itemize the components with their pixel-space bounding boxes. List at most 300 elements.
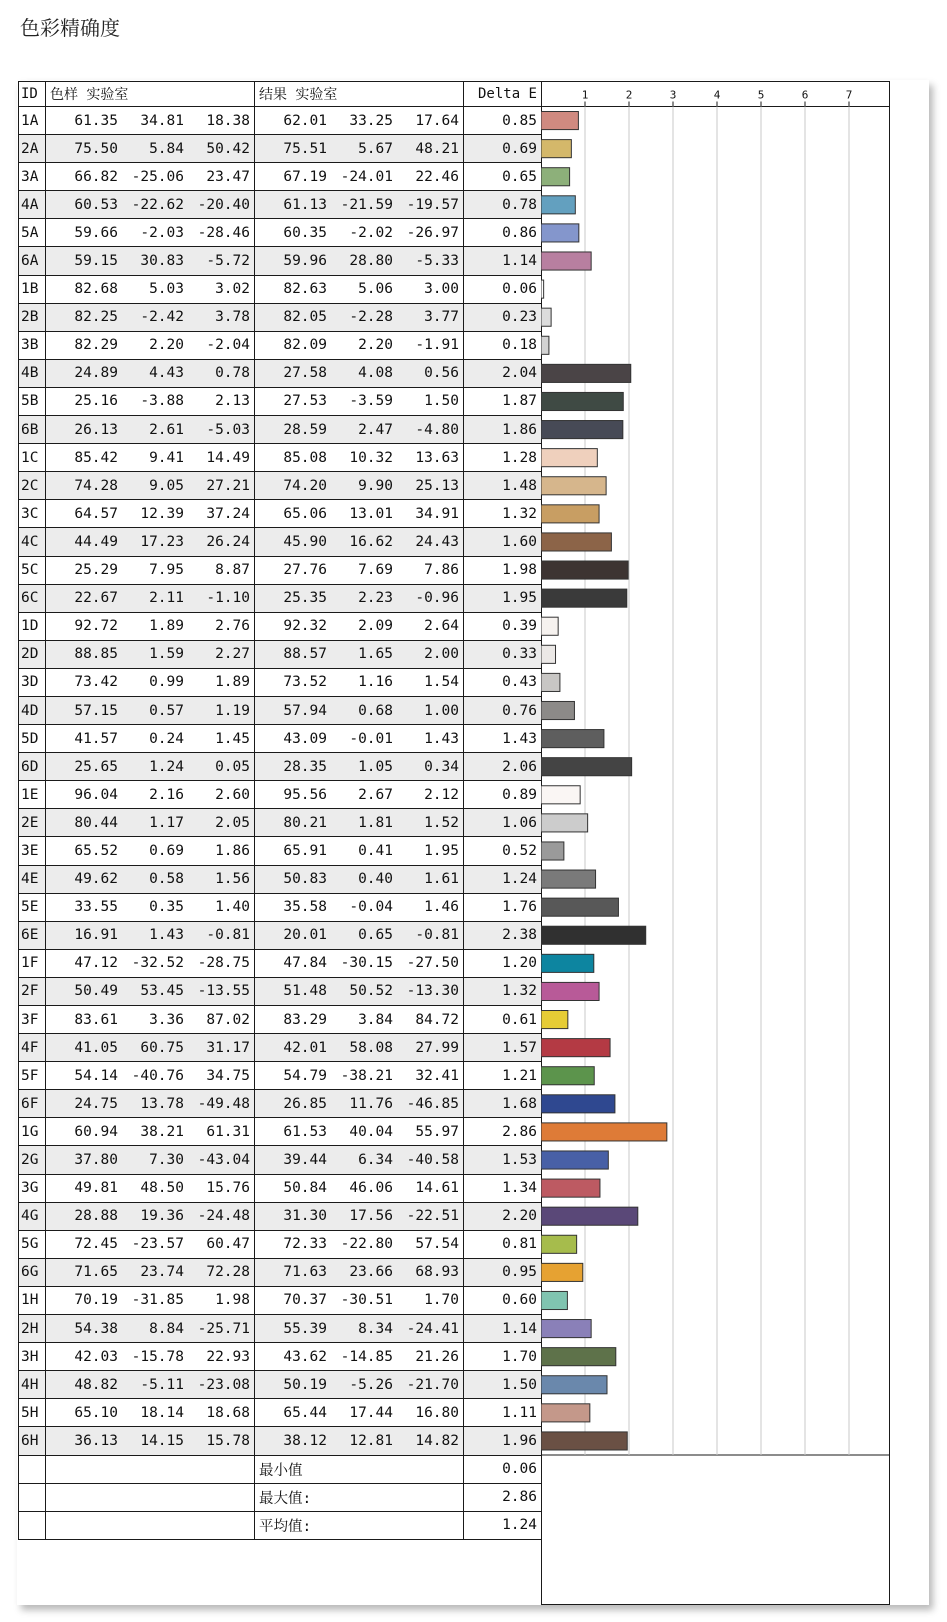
result-lab-values	[255, 1371, 464, 1399]
result-lab-value: 27.53	[283, 393, 327, 410]
row-id: 1A	[19, 107, 46, 135]
table-row	[19, 893, 542, 921]
sample-lab-value: 0.24	[149, 730, 184, 747]
sample-lab-value: 87.02	[206, 1011, 250, 1028]
table-row	[19, 977, 542, 1005]
bar-6g	[541, 1263, 583, 1281]
table-row	[19, 247, 542, 275]
delta-e-value: 2.04	[464, 359, 542, 387]
result-lab-value: -4.80	[415, 421, 459, 438]
bar-2h	[541, 1320, 591, 1338]
sample-lab-value: 42.03	[74, 1348, 118, 1365]
table-row	[19, 725, 542, 753]
row-id: 4B	[19, 359, 46, 387]
result-lab-values	[255, 696, 464, 724]
sample-lab-value: 19.36	[140, 1208, 184, 1225]
result-lab-value: 1.16	[358, 674, 393, 691]
bar-2a	[541, 140, 571, 158]
bar-1a	[541, 112, 578, 130]
summary-empty-cell	[19, 1483, 46, 1511]
table-row	[19, 1118, 542, 1146]
delta-e-value: 0.61	[464, 1006, 542, 1034]
table-row	[19, 416, 542, 444]
sample-lab-value: -13.55	[197, 983, 250, 1000]
sample-lab-values	[46, 640, 255, 668]
result-lab-values	[255, 1315, 464, 1343]
result-lab-value: 75.51	[283, 140, 327, 157]
result-lab-value: -3.59	[349, 393, 393, 410]
bar-4a	[541, 196, 575, 214]
summary-label: 最大值:	[255, 1483, 464, 1511]
row-id: 4E	[19, 865, 46, 893]
sample-lab-value: 1.19	[215, 702, 250, 719]
result-lab-value: 24.43	[415, 533, 459, 550]
result-lab-value: 82.63	[283, 281, 327, 298]
result-lab-value: 2.23	[358, 590, 393, 607]
sample-lab-values	[46, 1343, 255, 1371]
sample-lab-value: 22.67	[74, 590, 118, 607]
row-id: 6A	[19, 247, 46, 275]
bar-6f	[541, 1095, 615, 1113]
result-lab-value: 50.19	[283, 1376, 327, 1393]
delta-e-value: 0.06	[464, 275, 542, 303]
sample-lab-value: 72.45	[74, 1236, 118, 1253]
sample-lab-values	[46, 753, 255, 781]
bar-5g	[541, 1235, 577, 1253]
result-lab-value: -0.81	[415, 927, 459, 944]
summary-value: 2.86	[464, 1483, 542, 1511]
table-row	[19, 949, 542, 977]
sample-lab-value: 73.42	[74, 674, 118, 691]
result-lab-value: 70.37	[283, 1292, 327, 1309]
sample-lab-value: 0.05	[215, 758, 250, 775]
row-id: 6E	[19, 921, 46, 949]
sample-lab-values	[46, 1090, 255, 1118]
result-lab-value: 22.46	[415, 168, 459, 185]
sample-lab-value: 1.17	[149, 814, 184, 831]
row-id: 2A	[19, 135, 46, 163]
table-row	[19, 696, 542, 724]
delta-e-value: 0.69	[464, 135, 542, 163]
result-lab-value: 45.90	[283, 533, 327, 550]
result-lab-value: 40.04	[349, 1123, 393, 1140]
result-lab-values	[255, 247, 464, 275]
sample-lab-value: 61.31	[206, 1123, 250, 1140]
delta-e-value: 1.21	[464, 1062, 542, 1090]
delta-e-value: 1.95	[464, 584, 542, 612]
table-row	[19, 107, 542, 135]
sample-lab-value: 15.76	[206, 1180, 250, 1197]
result-lab-values	[255, 753, 464, 781]
bar-3e	[541, 842, 564, 860]
sample-lab-value: 44.49	[74, 533, 118, 550]
bar-2b	[541, 308, 551, 326]
result-lab-values	[255, 1258, 464, 1286]
sample-lab-value: 65.10	[74, 1404, 118, 1421]
tick-label: 3	[669, 88, 677, 102]
result-lab-value: -13.30	[406, 983, 459, 1000]
result-lab-value: 7.69	[358, 562, 393, 579]
sample-lab-values	[46, 1062, 255, 1090]
sample-lab-value: 30.83	[140, 253, 184, 270]
sample-lab-values	[46, 472, 255, 500]
sample-lab-value: 24.89	[74, 365, 118, 382]
sample-lab-value: 2.60	[215, 786, 250, 803]
sample-lab-values	[46, 809, 255, 837]
result-lab-values	[255, 612, 464, 640]
result-lab-value: 14.82	[415, 1432, 459, 1449]
sample-lab-values	[46, 1258, 255, 1286]
delta-e-value: 1.98	[464, 556, 542, 584]
delta-e-value: 1.68	[464, 1090, 542, 1118]
sample-lab-value: -24.48	[197, 1208, 250, 1225]
result-lab-value: 2.00	[424, 646, 459, 663]
result-lab-value: 3.84	[358, 1011, 393, 1028]
sample-lab-values	[46, 331, 255, 359]
result-lab-values	[255, 1427, 464, 1455]
sample-lab-value: -23.57	[131, 1236, 184, 1253]
bar-6e	[541, 926, 646, 944]
table-row	[19, 331, 542, 359]
delta-e-value: 0.86	[464, 219, 542, 247]
table-row	[19, 809, 542, 837]
summary-empty-cell	[46, 1455, 255, 1483]
result-lab-value: 32.41	[415, 1067, 459, 1084]
sample-lab-values	[46, 781, 255, 809]
sample-lab-value: 65.52	[74, 842, 118, 859]
result-lab-value: 21.26	[415, 1348, 459, 1365]
delta-e-value: 1.53	[464, 1146, 542, 1174]
delta-e-value: 1.76	[464, 893, 542, 921]
table-row	[19, 1202, 542, 1230]
result-lab-value: 0.68	[358, 702, 393, 719]
row-id: 5F	[19, 1062, 46, 1090]
result-lab-value: 0.65	[358, 927, 393, 944]
result-lab-value: 5.06	[358, 281, 393, 298]
sample-lab-value: -25.06	[131, 168, 184, 185]
result-lab-values	[255, 1034, 464, 1062]
table-row	[19, 219, 542, 247]
row-id: 5B	[19, 387, 46, 415]
bar-1e	[541, 786, 580, 804]
header-result: 结果 实验室	[255, 82, 464, 107]
sample-lab-value: 1.89	[215, 674, 250, 691]
result-lab-value: -22.51	[406, 1208, 459, 1225]
row-id: 2H	[19, 1315, 46, 1343]
result-lab-value: 65.06	[283, 505, 327, 522]
result-lab-value: -21.59	[340, 196, 393, 213]
result-lab-value: -22.80	[340, 1236, 393, 1253]
table-row	[19, 612, 542, 640]
sample-lab-value: -1.10	[206, 590, 250, 607]
delta-e-value: 2.06	[464, 753, 542, 781]
delta-e-value: 1.14	[464, 1315, 542, 1343]
result-lab-values	[255, 1146, 464, 1174]
result-lab-value: 74.20	[283, 477, 327, 494]
row-id: 4C	[19, 528, 46, 556]
result-lab-values	[255, 135, 464, 163]
table-row	[19, 1230, 542, 1258]
row-id: 3H	[19, 1343, 46, 1371]
bar-4h	[541, 1376, 607, 1394]
result-lab-value: 67.19	[283, 168, 327, 185]
sample-lab-value: 47.12	[74, 955, 118, 972]
header-id: ID	[19, 82, 46, 107]
result-lab-value: 2.12	[424, 786, 459, 803]
result-lab-value: 31.30	[283, 1208, 327, 1225]
delta-e-value: 0.85	[464, 107, 542, 135]
bar-5h	[541, 1404, 590, 1422]
sample-lab-value: 1.89	[149, 618, 184, 635]
delta-e-value: 1.28	[464, 444, 542, 472]
row-id: 2F	[19, 977, 46, 1005]
sample-lab-values	[46, 893, 255, 921]
row-id: 6H	[19, 1427, 46, 1455]
result-lab-value: -5.26	[349, 1376, 393, 1393]
sample-lab-value: 37.80	[74, 1152, 118, 1169]
sample-lab-values	[46, 1371, 255, 1399]
result-lab-values	[255, 1174, 464, 1202]
result-lab-value: 17.64	[415, 112, 459, 129]
table-row	[19, 1343, 542, 1371]
bar-2e	[541, 814, 588, 832]
result-lab-value: 13.63	[415, 449, 459, 466]
result-lab-value: 28.80	[349, 253, 393, 270]
sample-lab-value: 59.15	[74, 253, 118, 270]
delta-e-value: 0.78	[464, 191, 542, 219]
result-lab-value: -21.70	[406, 1376, 459, 1393]
bar-2c	[541, 477, 606, 495]
result-lab-values	[255, 303, 464, 331]
result-lab-values	[255, 1118, 464, 1146]
result-lab-values	[255, 416, 464, 444]
delta-e-value: 2.38	[464, 921, 542, 949]
sample-lab-value: 72.28	[206, 1264, 250, 1281]
table-row	[19, 921, 542, 949]
sample-lab-values	[46, 1034, 255, 1062]
result-lab-values	[255, 1202, 464, 1230]
delta-e-value: 1.32	[464, 500, 542, 528]
sample-lab-value: 92.72	[74, 618, 118, 635]
row-id: 5D	[19, 725, 46, 753]
table-row	[19, 275, 542, 303]
result-lab-value: 1.05	[358, 758, 393, 775]
page-title: 色彩精确度	[20, 16, 120, 40]
sample-lab-values	[46, 135, 255, 163]
delta-e-value: 1.50	[464, 1371, 542, 1399]
sample-lab-values	[46, 696, 255, 724]
table-row	[19, 1174, 542, 1202]
result-lab-value: 72.33	[283, 1236, 327, 1253]
sample-lab-values	[46, 949, 255, 977]
sample-lab-value: 8.84	[149, 1320, 184, 1337]
delta-e-value: 0.23	[464, 303, 542, 331]
table-body	[19, 107, 542, 1456]
delta-e-value: 0.18	[464, 331, 542, 359]
sample-lab-value: 15.78	[206, 1432, 250, 1449]
row-id: 1D	[19, 612, 46, 640]
delta-e-value: 0.95	[464, 1258, 542, 1286]
sample-lab-values	[46, 416, 255, 444]
result-lab-value: 13.01	[349, 505, 393, 522]
bar-1c	[541, 449, 597, 467]
sample-lab-value: -28.75	[197, 955, 250, 972]
sample-lab-value: -28.46	[197, 224, 250, 241]
result-lab-value: 27.76	[283, 562, 327, 579]
sample-lab-value: 0.57	[149, 702, 184, 719]
delta-e-value: 0.65	[464, 163, 542, 191]
sample-lab-value: 24.75	[74, 1095, 118, 1112]
result-lab-value: -27.50	[406, 955, 459, 972]
result-lab-value: -2.28	[349, 309, 393, 326]
sample-lab-values	[46, 1174, 255, 1202]
result-lab-values	[255, 1286, 464, 1314]
row-id: 4F	[19, 1034, 46, 1062]
sample-lab-values	[46, 1230, 255, 1258]
row-id: 4H	[19, 1371, 46, 1399]
table-row	[19, 444, 542, 472]
sample-lab-values	[46, 1315, 255, 1343]
sample-lab-value: 0.58	[149, 871, 184, 888]
result-lab-values	[255, 472, 464, 500]
row-id: 5G	[19, 1230, 46, 1258]
sample-lab-value: 2.27	[215, 646, 250, 663]
bar-3f	[541, 1011, 568, 1029]
row-id: 3B	[19, 331, 46, 359]
result-lab-value: 8.34	[358, 1320, 393, 1337]
result-lab-values	[255, 949, 464, 977]
bar-3a	[541, 168, 570, 186]
sample-lab-value: 34.75	[206, 1067, 250, 1084]
sample-lab-value: -22.62	[131, 196, 184, 213]
color-accuracy-table	[18, 81, 542, 1540]
result-lab-values	[255, 1230, 464, 1258]
sample-lab-value: 25.16	[74, 393, 118, 410]
delta-e-value: 1.34	[464, 1174, 542, 1202]
sample-lab-values	[46, 1427, 255, 1455]
sample-lab-value: 60.53	[74, 196, 118, 213]
sample-lab-value: 0.99	[149, 674, 184, 691]
sample-lab-value: -3.88	[140, 393, 184, 410]
table-row	[19, 1062, 542, 1090]
row-id: 1G	[19, 1118, 46, 1146]
sample-lab-value: -0.81	[206, 927, 250, 944]
sample-lab-value: 36.13	[74, 1432, 118, 1449]
table-row	[19, 472, 542, 500]
result-lab-values	[255, 331, 464, 359]
header-delta-e: Delta E	[464, 82, 542, 107]
tick-label: 2	[625, 88, 633, 102]
table-row	[19, 387, 542, 415]
sample-lab-value: 83.61	[74, 1011, 118, 1028]
sample-lab-values	[46, 359, 255, 387]
table-row	[19, 1315, 542, 1343]
row-id: 3D	[19, 668, 46, 696]
delta-e-value: 1.70	[464, 1343, 542, 1371]
result-lab-value: 48.21	[415, 140, 459, 157]
delta-e-value: 0.43	[464, 668, 542, 696]
sample-lab-values	[46, 612, 255, 640]
sample-lab-value: 25.65	[74, 758, 118, 775]
result-lab-value: -30.15	[340, 955, 393, 972]
sample-lab-values	[46, 1006, 255, 1034]
result-lab-values	[255, 275, 464, 303]
result-lab-value: -1.91	[415, 337, 459, 354]
sample-lab-value: -20.40	[197, 196, 250, 213]
row-id: 3G	[19, 1174, 46, 1202]
sample-lab-value: 1.40	[215, 899, 250, 916]
bar-3d	[541, 673, 560, 691]
result-lab-value: 50.52	[349, 983, 393, 1000]
sample-lab-value: 57.15	[74, 702, 118, 719]
sample-lab-values	[46, 247, 255, 275]
result-lab-values	[255, 977, 464, 1005]
result-lab-value: 84.72	[415, 1011, 459, 1028]
sample-lab-value: 1.86	[215, 842, 250, 859]
sample-lab-value: 9.41	[149, 449, 184, 466]
sample-lab-value: 1.45	[215, 730, 250, 747]
result-lab-value: 0.56	[424, 365, 459, 382]
delta-e-value: 1.57	[464, 1034, 542, 1062]
sample-lab-value: 13.78	[140, 1095, 184, 1112]
sample-lab-value: 50.49	[74, 983, 118, 1000]
sample-lab-value: 66.82	[74, 168, 118, 185]
result-lab-value: 28.35	[283, 758, 327, 775]
row-id: 4G	[19, 1202, 46, 1230]
sample-lab-values	[46, 1146, 255, 1174]
delta-e-value: 1.20	[464, 949, 542, 977]
sample-lab-values	[46, 725, 255, 753]
sample-lab-value: 12.39	[140, 505, 184, 522]
result-lab-value: -0.04	[349, 899, 393, 916]
table-row	[19, 1034, 542, 1062]
row-id: 6C	[19, 584, 46, 612]
sample-lab-values	[46, 303, 255, 331]
sample-lab-values	[46, 584, 255, 612]
sample-lab-value: 1.56	[215, 871, 250, 888]
sample-lab-value: 82.29	[74, 337, 118, 354]
sample-lab-value: 74.28	[74, 477, 118, 494]
bar-5a	[541, 224, 579, 242]
bar-3g	[541, 1179, 600, 1197]
bar-1g	[541, 1123, 667, 1141]
table-row	[19, 781, 542, 809]
sample-lab-value: 3.36	[149, 1011, 184, 1028]
sample-lab-value: 7.30	[149, 1152, 184, 1169]
sample-lab-value: -15.78	[131, 1348, 184, 1365]
bar-6d	[541, 758, 632, 776]
delta-e-value: 1.87	[464, 387, 542, 415]
result-lab-value: 3.77	[424, 309, 459, 326]
result-lab-value: 47.84	[283, 955, 327, 972]
sample-lab-value: -2.42	[140, 309, 184, 326]
result-lab-value: 28.59	[283, 421, 327, 438]
result-lab-values	[255, 809, 464, 837]
row-id: 3F	[19, 1006, 46, 1034]
result-lab-value: 59.96	[283, 253, 327, 270]
result-lab-value: 61.13	[283, 196, 327, 213]
table-row	[19, 837, 542, 865]
delta-e-value: 1.96	[464, 1427, 542, 1455]
result-lab-values	[255, 837, 464, 865]
delta-e-value: 1.86	[464, 416, 542, 444]
sample-lab-values	[46, 1118, 255, 1146]
result-lab-values	[255, 1006, 464, 1034]
summary-empty-cell	[19, 1455, 46, 1483]
delta-e-value: 2.86	[464, 1118, 542, 1146]
result-lab-value: 10.32	[349, 449, 393, 466]
sample-lab-value: -23.08	[197, 1376, 250, 1393]
